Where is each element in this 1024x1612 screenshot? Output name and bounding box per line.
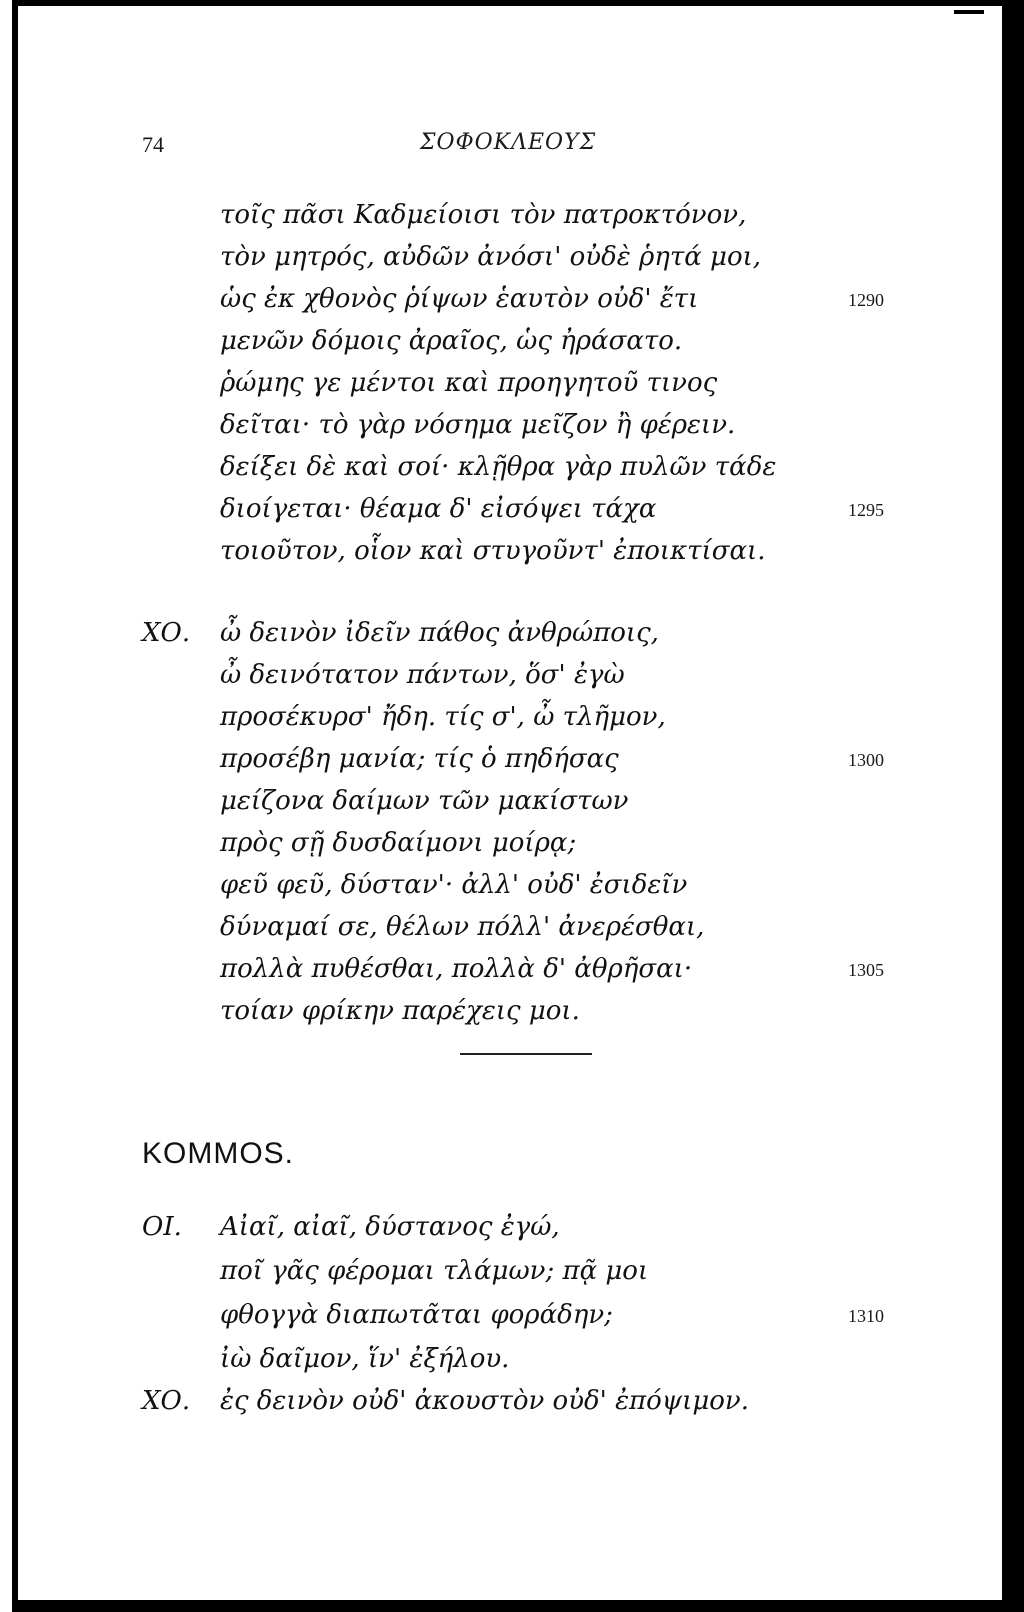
verse-text: προσέβη μανία; τίς ὁ πηδήσας	[220, 744, 619, 774]
verse-text: τοῖς πᾶσι Καδμείοισι τὸν πατροκτόνον,	[220, 200, 747, 230]
verse-text: δύναμαί σε, θέλων πόλλ' ἀνερέσθαι,	[220, 912, 705, 942]
verse-text: Αἰαῖ, αἰαῖ, δύστανος ἐγώ,	[220, 1212, 560, 1242]
verse-text: ποῖ γᾶς φέρομαι τλάμων; πᾷ μοι	[220, 1256, 649, 1286]
verse-text: πρὸς σῇ δυσδαίμονι μοίρᾳ;	[220, 828, 577, 858]
speaker-label: ΟΙ.	[142, 1212, 182, 1242]
verse-text: μενῶν δόμοις ἀραῖος, ὡς ἠράσατο.	[220, 326, 683, 356]
line-number: 1300	[848, 750, 884, 770]
verse-text: μείζονα δαίμων τῶν μακίστων	[220, 786, 629, 816]
section-divider	[460, 1053, 592, 1055]
verse-text: φεῦ φεῦ, δύσταν'· ἀλλ' οὐδ' ἐσιδεῖν	[220, 870, 688, 900]
line-number: 1295	[848, 500, 884, 520]
page-number: 74	[142, 132, 164, 157]
verse-text: ἰὼ δαῖμον, ἵν' ἐξήλου.	[220, 1344, 510, 1374]
scan-corner-mark	[954, 10, 984, 14]
running-title: ΣΟΦΟΚΛΕΟΥΣ	[420, 130, 597, 155]
verse-text: τοίαν φρίκην παρέχεις μοι.	[220, 996, 580, 1026]
verse-text: δεῖται· τὸ γὰρ νόσημα μεῖζον ἢ φέρειν.	[220, 410, 736, 440]
line-number: 1310	[848, 1306, 884, 1326]
line-number: 1290	[848, 290, 884, 310]
verse-text: ὦ δεινότατον πάντων, ὅσ' ἐγὼ	[220, 660, 625, 690]
speaker-label: ΧΟ.	[142, 1386, 191, 1416]
verse-text: προσέκυρσ' ἤδη. τίς σ', ὦ τλῆμον,	[220, 702, 666, 732]
verse-text: ὡς ἐκ χθονὸς ῥίψων ἑαυτὸν οὐδ' ἔτι	[220, 284, 699, 314]
line-number: 1305	[848, 960, 884, 980]
verse-text: διοίγεται· θέαμα δ' εἰσόψει τάχα	[220, 494, 657, 524]
verse-text: ῥώμης γε μέντοι καὶ προηγητοῦ τινος	[220, 368, 718, 398]
verse-text: ἐς δεινὸν οὐδ' ἀκουστὸν οὐδ' ἐπόψιμον.	[220, 1386, 749, 1416]
verse-text: φθογγὰ διαπωτᾶται φοράδην;	[220, 1300, 613, 1330]
verse-text: τὸν μητρός, αὐδῶν ἀνόσι' οὐδὲ ῥητά μοι,	[220, 242, 762, 272]
verse-text: δείξει δὲ καὶ σοί· κλῇθρα γὰρ πυλῶν τάδε	[220, 452, 777, 482]
verse-text: πολλὰ πυθέσθαι, πολλὰ δ' ἀθρῆσαι·	[220, 954, 693, 984]
speaker-label: ΧΟ.	[142, 618, 191, 648]
verse-text: ὦ δεινὸν ἰδεῖν πάθος ἀνθρώποις,	[220, 618, 659, 648]
section-heading: KOMMOS.	[142, 1137, 295, 1170]
verse-text: τοιοῦτον, οἷον καὶ στυγοῦντ' ἐποικτίσαι.	[220, 536, 766, 566]
